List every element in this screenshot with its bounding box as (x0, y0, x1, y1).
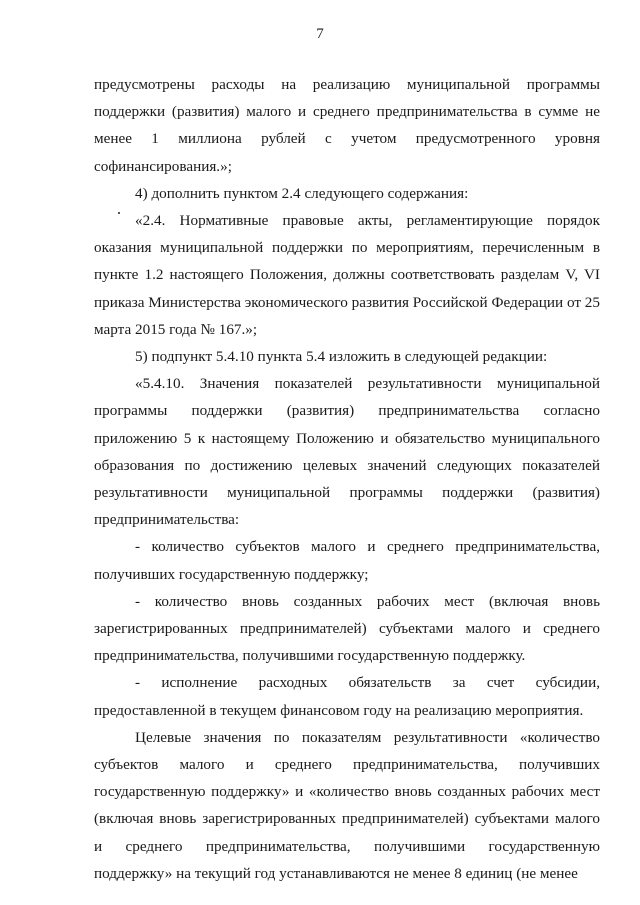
list-item-new-jobs: - количество вновь созданных рабочих мест (включая вновь зарегистрированных предпринимателей) субъектами малого и среднего предпринимательства, получившими государственную поддержку. (94, 592, 600, 665)
list-item-obligations: - исполнение расходных обязательств за счет субсидии, предоставленной в текущем финансовом году на реализацию мероприятия. (94, 674, 600, 719)
page-number: 7 (316, 26, 324, 42)
document-body (94, 71, 600, 887)
list-item-subjects-count: - количество субъектов малого и среднего предпринимательства, получивших государственную поддержку; (94, 538, 600, 583)
paragraph-continuation: предусмотрены расходы на реализацию муниципальной программы поддержки (развития) малого и среднего предпринимательства в сумме не менее 1 миллиона рублей с учетом предусмотренного уровня софинансирования.»; (94, 76, 600, 175)
paragraph-target-values: Целевые значения по показателям результативности «количество субъектов малого и среднего предпринимательства, получивших государственную поддержку» и «количество вновь созданных рабочих мест (включая вновь зарегистрированных предпринимателей) субъектами малого и среднего предпринимательства, получившими государственную поддержку» на текущий год устанавливаются не менее 8 единиц (не менее (94, 728, 600, 882)
paragraph-clause-2-4: «2.4. Нормативные правовые акты, регламентирующие порядок оказания муниципальной поддержки по мероприятиям, перечисленным в пункте 1.2 настоящего Положения, должны соответствовать разделам V, VI приказа Министерства экономического развития Российской Федерации от 25 марта 2015 года № 167.»; (94, 212, 600, 338)
paragraph-item-5: 5) подпункт 5.4.10 пункта 5.4 изложить в следующей редакции: (135, 348, 548, 366)
paragraph-item-4: 4) дополнить пунктом 2.4 следующего содержания: (135, 184, 469, 202)
paragraph-clause-5-4-10: «5.4.10. Значения показателей результативности муниципальной программы поддержки (развития) предпринимательства согласно приложению 5 к настоящему Положению и обязательство муниципального образования по достижению целевых значений следующих показателей результативности муниципальной программы поддержки (развития) предпринимательства: (94, 375, 600, 529)
